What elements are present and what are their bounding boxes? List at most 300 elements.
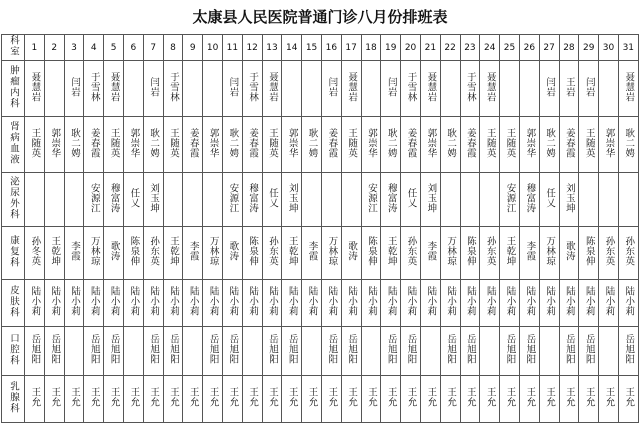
schedule-cell (123, 280, 143, 327)
schedule-cell (480, 117, 500, 173)
doctor-name: 耿二娉 (623, 127, 635, 158)
schedule-cell (341, 327, 361, 376)
schedule-cell (104, 327, 124, 376)
schedule-cell (183, 61, 203, 117)
schedule-cell (282, 280, 302, 327)
doctor-name: 刘玉坤 (425, 182, 437, 213)
doctor-name: 陆小莉 (603, 286, 615, 316)
doctor-name: 王允 (464, 387, 476, 407)
doctor-name: 王允 (187, 387, 199, 407)
schedule-cell (143, 376, 163, 423)
doctor-name: 耿二娉 (385, 127, 397, 158)
doctor-name: 陆小莉 (524, 286, 536, 316)
schedule-cell (262, 61, 282, 117)
schedule-cell (321, 117, 341, 173)
doctor-name: 陈泉伸 (583, 236, 595, 266)
schedule-cell (559, 227, 579, 280)
doctor-name: 郭崇华 (207, 127, 219, 158)
department-cell (2, 173, 25, 227)
doctor-name: 王乾坤 (504, 236, 516, 266)
doctor-name: 岳旭阳 (227, 334, 239, 364)
schedule-cell (123, 227, 143, 280)
doctor-name: 陆小莉 (445, 286, 457, 316)
doctor-name: 陆小莉 (365, 286, 377, 316)
schedule-cell (361, 117, 381, 173)
doctor-name: 王允 (88, 387, 100, 407)
doctor-name: 王允 (603, 387, 615, 407)
doctor-name: 耿二娉 (68, 127, 80, 158)
schedule-cell (341, 376, 361, 423)
doctor-name: 任乂 (266, 187, 278, 208)
doctor-name: 岳旭阳 (504, 334, 516, 364)
doctor-name: 陆小莉 (286, 286, 298, 316)
doctor-name: 陆小莉 (405, 286, 417, 316)
doctor-name: 聂慧岩 (266, 71, 278, 102)
schedule-cell (599, 61, 619, 117)
schedule-cell (599, 376, 619, 423)
schedule-cell (341, 280, 361, 327)
doctor-name: 陆小莉 (29, 286, 41, 316)
schedule-cell (262, 173, 282, 227)
schedule-cell (44, 227, 64, 280)
department-label: 口腔科 (8, 332, 19, 366)
schedule-cell (262, 117, 282, 173)
schedule-cell (361, 227, 381, 280)
doctor-name: 陆小莉 (464, 286, 476, 316)
doctor-name: 歌涛 (346, 241, 358, 261)
schedule-cell (480, 173, 500, 227)
schedule-cell (618, 117, 638, 173)
doctor-name: 王允 (266, 387, 278, 407)
schedule-cell (282, 327, 302, 376)
day-header: 5 (104, 35, 124, 61)
department-label: 肾病血液 (8, 120, 19, 165)
doctor-name: 聂慧岩 (108, 71, 120, 102)
doctor-name: 李霞 (68, 241, 80, 261)
schedule-cell (401, 327, 421, 376)
doctor-name: 郭崇华 (425, 127, 437, 158)
schedule-cell (242, 227, 262, 280)
schedule-cell (341, 61, 361, 117)
doctor-name: 孙东英 (405, 236, 417, 266)
schedule-cell (123, 173, 143, 227)
schedule-cell (222, 61, 242, 117)
doctor-name: 于雪林 (167, 71, 179, 102)
schedule-cell (539, 227, 559, 280)
doctor-name: 姜春霞 (405, 127, 417, 158)
department-cell (2, 117, 25, 173)
doctor-name: 王随英 (167, 127, 179, 158)
schedule-cell (599, 327, 619, 376)
day-header: 11 (222, 35, 242, 61)
schedule-cell (143, 227, 163, 280)
doctor-name: 李霞 (425, 241, 437, 261)
schedule-cell (203, 327, 223, 376)
day-header: 14 (282, 35, 302, 61)
schedule-cell (539, 61, 559, 117)
day-header: 12 (242, 35, 262, 61)
schedule-cell (420, 376, 440, 423)
schedule-cell (440, 376, 460, 423)
schedule-cell (222, 173, 242, 227)
doctor-name: 穆富涛 (108, 182, 120, 213)
table-row (2, 327, 639, 376)
day-header: 26 (519, 35, 539, 61)
doctor-name: 陆小莉 (326, 286, 338, 316)
schedule-cell (401, 227, 421, 280)
day-header: 9 (183, 35, 203, 61)
schedule-cell (361, 173, 381, 227)
doctor-name: 陆小莉 (544, 286, 556, 316)
doctor-name: 聂慧岩 (346, 71, 358, 102)
day-header: 8 (163, 35, 183, 61)
schedule-cell (84, 327, 104, 376)
schedule-cell (519, 117, 539, 173)
doctor-name: 穆富涛 (524, 182, 536, 213)
doctor-name: 陆小莉 (623, 286, 635, 316)
schedule-cell (84, 227, 104, 280)
doctor-name: 陆小莉 (563, 286, 575, 316)
doctor-name: 闫岩 (148, 76, 160, 97)
department-cell (2, 280, 25, 327)
doctor-name: 姜春霞 (563, 127, 575, 158)
doctor-name: 岳旭阳 (563, 334, 575, 364)
schedule-cell (321, 173, 341, 227)
doctor-name: 王随英 (108, 127, 120, 158)
schedule-cell (183, 280, 203, 327)
doctor-name: 任乂 (405, 187, 417, 208)
day-header: 28 (559, 35, 579, 61)
day-header: 21 (420, 35, 440, 61)
schedule-cell (579, 227, 599, 280)
doctor-name: 万林琼 (88, 236, 100, 266)
schedule-cell (25, 280, 45, 327)
schedule-cell (480, 280, 500, 327)
doctor-name: 于雪林 (405, 71, 417, 102)
schedule-cell (519, 376, 539, 423)
doctor-name: 聂慧岩 (484, 71, 496, 102)
doctor-name: 安源江 (504, 182, 516, 213)
doctor-name: 闫岩 (385, 76, 397, 97)
doctor-name: 陆小莉 (187, 286, 199, 316)
schedule-cell (302, 61, 322, 117)
schedule-cell (321, 327, 341, 376)
schedule-cell (123, 376, 143, 423)
day-header: 3 (64, 35, 84, 61)
doctor-name: 陆小莉 (484, 286, 496, 316)
doctor-name: 王允 (544, 387, 556, 407)
schedule-cell (401, 173, 421, 227)
schedule-cell (163, 117, 183, 173)
doctor-name: 王允 (583, 387, 595, 407)
schedule-cell (618, 327, 638, 376)
doctor-name: 王随英 (346, 127, 358, 158)
doctor-name: 王乾坤 (286, 236, 298, 266)
table-row (2, 117, 639, 173)
schedule-cell (401, 280, 421, 327)
schedule-cell (44, 173, 64, 227)
doctor-name: 闫岩 (326, 76, 338, 97)
doctor-name: 岳旭阳 (148, 334, 160, 364)
doctor-name: 刘玉坤 (148, 182, 160, 213)
doctor-name: 闫岩 (227, 76, 239, 97)
doctor-name: 岳旭阳 (346, 334, 358, 364)
schedule-cell (519, 327, 539, 376)
doctor-name: 姜春霞 (247, 127, 259, 158)
schedule-cell (559, 327, 579, 376)
doctor-name: 王允 (484, 387, 496, 407)
doctor-name: 聂慧岩 (623, 71, 635, 102)
doctor-name: 闫岩 (68, 76, 80, 97)
day-header: 31 (618, 35, 638, 61)
schedule-cell (163, 173, 183, 227)
doctor-name: 王允 (563, 387, 575, 407)
day-header: 30 (599, 35, 619, 61)
schedule-cell (222, 327, 242, 376)
schedule-cell (282, 227, 302, 280)
schedule-cell (64, 280, 84, 327)
day-header: 13 (262, 35, 282, 61)
doctor-name: 王允 (326, 387, 338, 407)
schedule-cell (401, 376, 421, 423)
schedule-cell (282, 117, 302, 173)
doctor-name: 王随英 (484, 127, 496, 158)
schedule-cell (599, 117, 619, 173)
schedule-cell (262, 376, 282, 423)
doctor-name: 王允 (524, 387, 536, 407)
schedule-cell (242, 173, 262, 227)
schedule-cell (381, 227, 401, 280)
schedule-cell (500, 280, 520, 327)
schedule-cell (183, 173, 203, 227)
doctor-name: 岳旭阳 (108, 334, 120, 364)
doctor-name: 孙东英 (148, 236, 160, 266)
schedule-cell (203, 61, 223, 117)
doctor-name: 郭崇华 (286, 127, 298, 158)
doctor-name: 岳旭阳 (207, 334, 219, 364)
schedule-cell (539, 280, 559, 327)
schedule-cell (579, 61, 599, 117)
schedule-cell (222, 280, 242, 327)
department-label: 肿瘤内科 (8, 64, 19, 109)
schedule-cell (321, 280, 341, 327)
schedule-cell (341, 173, 361, 227)
schedule-cell (104, 173, 124, 227)
schedule-cell (44, 376, 64, 423)
doctor-name: 王随英 (583, 127, 595, 158)
department-cell (2, 227, 25, 280)
doctor-name: 李霞 (187, 241, 199, 261)
schedule-cell (25, 327, 45, 376)
schedule-table (1, 34, 639, 423)
doctor-name: 王允 (29, 387, 41, 407)
doctor-name: 闫岩 (583, 76, 595, 97)
schedule-cell (203, 227, 223, 280)
doctor-name: 陆小莉 (68, 286, 80, 316)
schedule-cell (222, 227, 242, 280)
schedule-cell (618, 280, 638, 327)
schedule-cell (44, 327, 64, 376)
schedule-cell (302, 117, 322, 173)
schedule-cell (460, 117, 480, 173)
header-row (2, 35, 639, 61)
department-cell (2, 327, 25, 376)
schedule-cell (123, 327, 143, 376)
schedule-cell (25, 173, 45, 227)
department-label: 乳腺科 (8, 380, 19, 414)
schedule-cell (321, 227, 341, 280)
doctor-name: 陆小莉 (425, 286, 437, 316)
doctor-name: 岳旭阳 (445, 334, 457, 364)
schedule-cell (440, 173, 460, 227)
day-header: 25 (500, 35, 520, 61)
schedule-cell (143, 327, 163, 376)
doctor-name: 耿二娉 (306, 127, 318, 158)
schedule-cell (64, 61, 84, 117)
doctor-name: 王允 (365, 387, 377, 407)
doctor-name: 刘玉坤 (286, 182, 298, 213)
schedule-cell (559, 280, 579, 327)
schedule-cell (420, 280, 440, 327)
day-header: 18 (361, 35, 381, 61)
department-cell (2, 376, 25, 423)
schedule-cell (104, 117, 124, 173)
day-header: 15 (302, 35, 322, 61)
doctor-name: 郭崇华 (128, 127, 140, 158)
schedule-cell (440, 327, 460, 376)
day-header: 22 (440, 35, 460, 61)
schedule-cell (64, 117, 84, 173)
doctor-name: 任乂 (544, 187, 556, 208)
doctor-name: 王允 (504, 387, 516, 407)
schedule-cell (480, 61, 500, 117)
schedule-cell (440, 227, 460, 280)
schedule-cell (559, 173, 579, 227)
doctor-name: 王允 (167, 387, 179, 407)
schedule-cell (559, 61, 579, 117)
doctor-name: 王允 (68, 387, 80, 407)
day-header: 29 (579, 35, 599, 61)
schedule-cell (104, 61, 124, 117)
schedule-cell (460, 280, 480, 327)
schedule-cell (262, 280, 282, 327)
doctor-name: 郭崇华 (49, 127, 61, 158)
schedule-cell (183, 227, 203, 280)
schedule-cell (618, 227, 638, 280)
schedule-cell (381, 376, 401, 423)
schedule-cell (519, 280, 539, 327)
doctor-name: 岳旭阳 (49, 334, 61, 364)
doctor-name: 陆小莉 (504, 286, 516, 316)
doctor-name: 王允 (207, 387, 219, 407)
day-header: 20 (401, 35, 421, 61)
schedule-cell (539, 117, 559, 173)
doctor-name: 耿二娉 (544, 127, 556, 158)
doctor-name: 陆小莉 (266, 286, 278, 316)
doctor-name: 王乾坤 (385, 236, 397, 266)
schedule-cell (559, 376, 579, 423)
doctor-name: 于雪林 (88, 71, 100, 102)
schedule-cell (84, 376, 104, 423)
doctor-name: 陆小莉 (148, 286, 160, 316)
doctor-name: 岳旭阳 (524, 334, 536, 364)
doctor-name: 岳旭阳 (464, 334, 476, 364)
schedule-cell (519, 227, 539, 280)
doctor-name: 郭崇华 (524, 127, 536, 158)
schedule-cell (282, 61, 302, 117)
doctor-name: 王乾坤 (167, 236, 179, 266)
day-header: 23 (460, 35, 480, 61)
schedule-cell (381, 173, 401, 227)
doctor-name: 陈泉伸 (365, 236, 377, 266)
doctor-name: 岳旭阳 (326, 334, 338, 364)
doctor-name: 陈泉伸 (128, 236, 140, 266)
doctor-name: 岳旭阳 (405, 334, 417, 364)
schedule-cell (262, 327, 282, 376)
schedule-cell (361, 61, 381, 117)
doctor-name: 郭崇华 (365, 127, 377, 158)
schedule-cell (500, 376, 520, 423)
doctor-name: 王允 (623, 387, 635, 407)
schedule-cell (381, 280, 401, 327)
doctor-name: 陆小莉 (227, 286, 239, 316)
schedule-cell (44, 61, 64, 117)
schedule-cell (25, 227, 45, 280)
doctor-name: 王允 (445, 387, 457, 407)
schedule-cell (401, 117, 421, 173)
doctor-name: 陆小莉 (167, 286, 179, 316)
department-label: 康复科 (8, 234, 19, 268)
doctor-name: 王允 (425, 387, 437, 407)
schedule-cell (84, 280, 104, 327)
doctor-name: 陆小莉 (385, 286, 397, 316)
doctor-name: 王允 (148, 387, 160, 407)
doctor-name: 万林琼 (207, 236, 219, 266)
schedule-cell (361, 376, 381, 423)
schedule-cell (539, 376, 559, 423)
schedule-cell (64, 327, 84, 376)
schedule-cell (500, 173, 520, 227)
schedule-cell (500, 117, 520, 173)
doctor-name: 陆小莉 (306, 286, 318, 316)
schedule-cell (123, 61, 143, 117)
schedule-cell (302, 227, 322, 280)
doctor-name: 姜春霞 (326, 127, 338, 158)
doctor-name: 李霞 (306, 241, 318, 261)
doctor-name: 耿二娉 (148, 127, 160, 158)
schedule-cell (302, 173, 322, 227)
schedule-cell (599, 173, 619, 227)
schedule-cell (302, 280, 322, 327)
schedule-cell (44, 117, 64, 173)
day-header: 10 (203, 35, 223, 61)
schedule-cell (579, 376, 599, 423)
schedule-cell (163, 61, 183, 117)
schedule-cell (25, 117, 45, 173)
doctor-name: 刘玉坤 (563, 182, 575, 213)
schedule-cell (420, 227, 440, 280)
schedule-cell (321, 376, 341, 423)
schedule-cell (222, 117, 242, 173)
schedule-cell (222, 376, 242, 423)
schedule-cell (420, 327, 440, 376)
doctor-name: 王乾坤 (49, 236, 61, 266)
doctor-name: 岳旭阳 (286, 334, 298, 364)
table-row (2, 280, 639, 327)
schedule-cell (440, 61, 460, 117)
doctor-name: 王允 (227, 387, 239, 407)
doctor-name: 陈泉伸 (247, 236, 259, 266)
